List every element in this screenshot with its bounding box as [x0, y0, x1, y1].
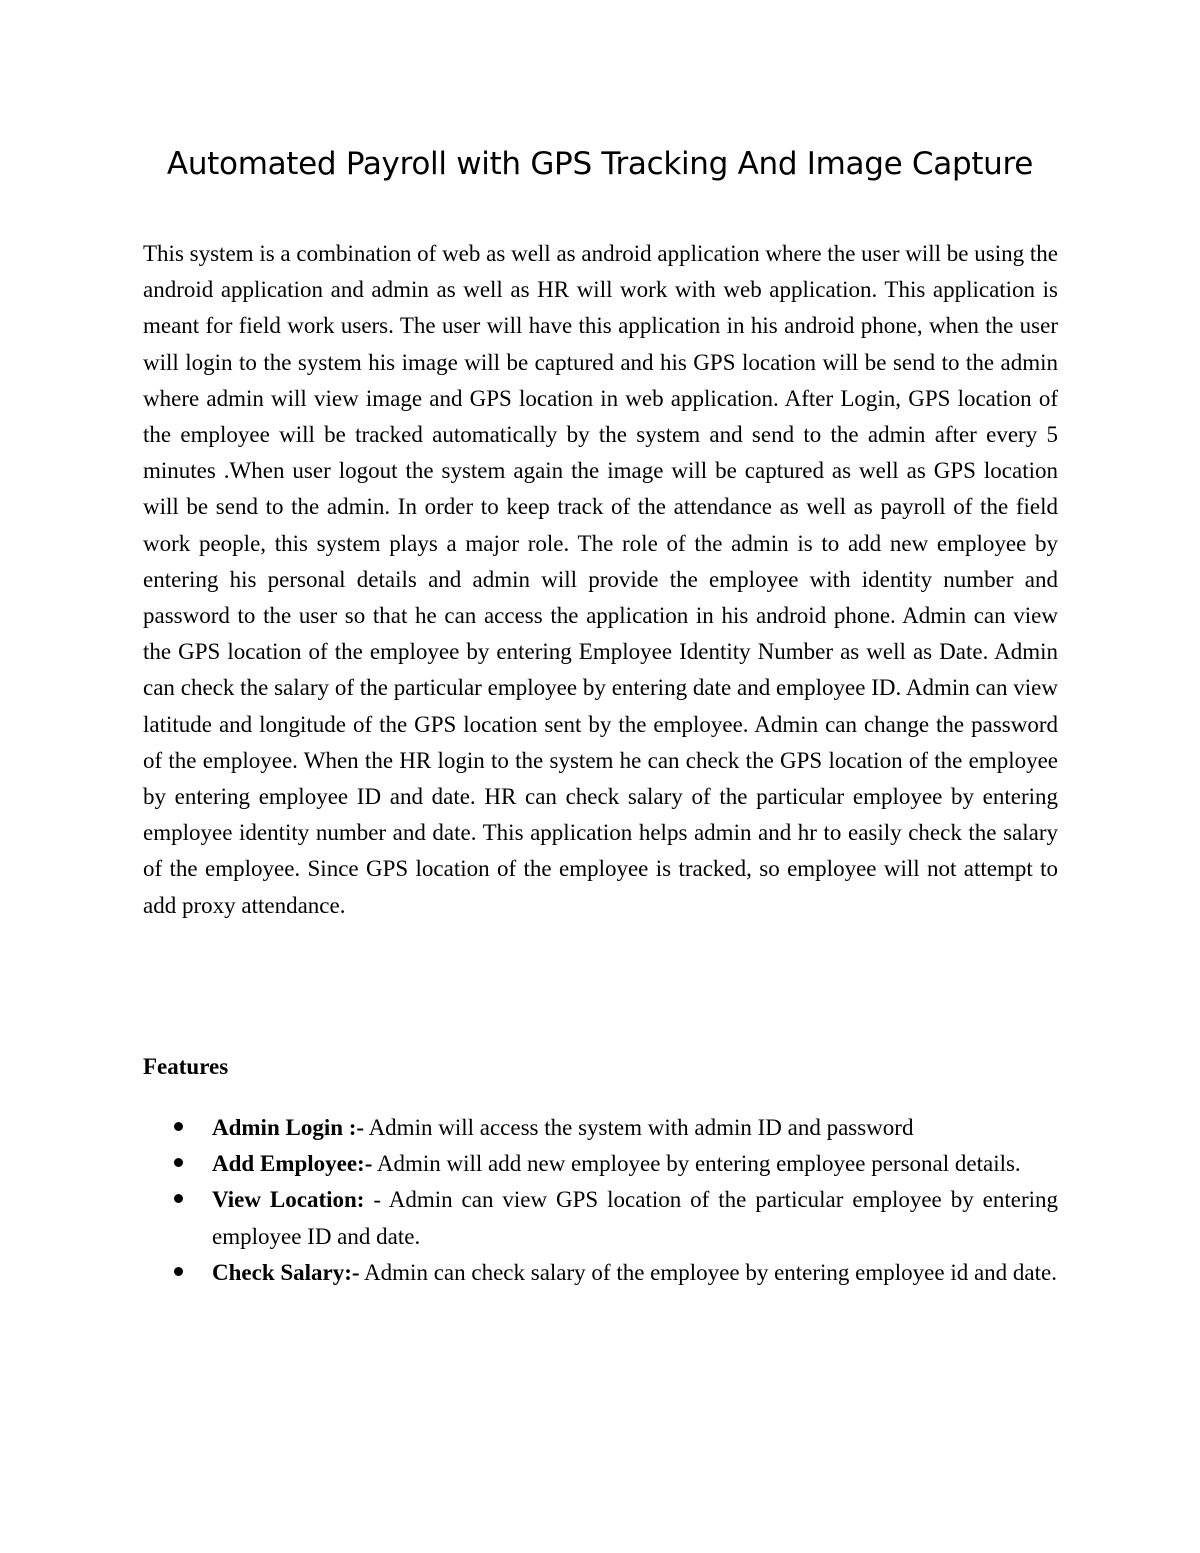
feature-text: Admin can check salary of the employee by entering employee id and date. [359, 1259, 1057, 1285]
feature-label: Admin Login :- [212, 1115, 365, 1140]
feature-label: Add Employee:- [212, 1151, 373, 1177]
features-list [0, 1110, 1200, 1291]
bullet-icon [174, 1194, 183, 1203]
feature-item-check-salary [0, 1255, 1058, 1291]
feature-text: - Admin can view GPS location of the particular employee by entering employee ID and date. [212, 1187, 1058, 1249]
features-heading: Features [143, 1054, 229, 1079]
feature-text: Admin will add new employee by entering employee personal details. [372, 1151, 1021, 1177]
bullet-icon [174, 1158, 183, 1167]
bullet-icon [174, 1122, 183, 1131]
feature-text: Admin will access the system with admin ID and password [364, 1115, 914, 1140]
feature-item-admin-login [0, 1110, 1058, 1146]
feature-item-add-employee [0, 1146, 1058, 1182]
description-paragraph: This system is a combination of web as well as android application where the user will be using the android application and admin as well as HR will work with web application. This application is meant for field work users. The user will have this application in his android phone, when the user will login to the system his image will be captured and his GPS location will be send to the admin where admin will view image and GPS location in web application. After Login, GPS location of the employee will be tracked automatically by the system and send to the admin after every 5 minutes .When user logout the system again the image will be captured as well as GPS location will be send to the admin. In order to keep track of the attendance as well as payroll of the field work people, this system plays a major role. The role of the admin is to add new employee by entering his personal details and admin will provide the employee with identity number and password to the user so that he can access the application in his android phone. Admin can view the GPS location of the employee by entering Employee Identity Number as well as Date. Admin can check the salary of the particular employee by entering date and employee ID. Admin can view latitude and longitude of the GPS location sent by the employee. Admin can change the password of the employee. When the HR login to the system he can check the GPS location of the employee by entering employee ID and date. HR can check salary of the particular employee by entering employee identity number and date. This application helps admin and hr to easily check the salary of the employee. Since GPS location of the employee is tracked, so employee will not attempt to add proxy attendance. [143, 241, 1058, 918]
feature-label: Check Salary:- [212, 1259, 360, 1285]
feature-item-view-location [0, 1182, 1058, 1254]
feature-label: View Location: [212, 1187, 365, 1213]
bullet-icon [174, 1267, 183, 1276]
document-title: Automated Payroll with GPS Tracking And Image Capture [166, 146, 1034, 182]
